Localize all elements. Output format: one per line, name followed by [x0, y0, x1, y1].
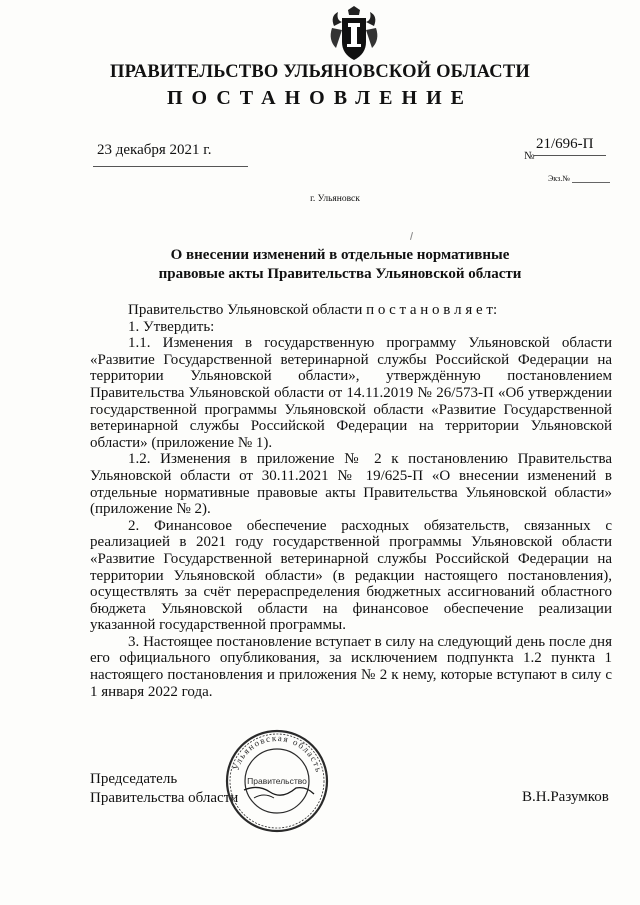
- subject-line-1: О внесении изменений в отдельные нормативные: [170, 247, 510, 263]
- body-item-2: 2. Финансовое обеспечение расходных обязательств, связанных с реализацией в 2021 году государственной программы Ульяновской области «Развитие Государственной ветеринарной службы Российской Федерации на территории Ульяновской области» (в редакции настоящего постановления), осуществлять за счёт перераспределения бюджетных ассигнований областного бюджета Ульяновской области на финансовое обеспечение реализации указанной государственной программы.: [90, 517, 612, 634]
- government-title: ПРАВИТЕЛЬСТВО УЛЬЯНОВСКОЙ ОБЛАСТИ: [110, 62, 530, 82]
- body-item-1-2: 1.2. Изменения в приложение № 2 к постановлению Правительства Ульяновской области от 30.11.2021 № 19/625-П «О внесении изменений в отдельные нормативные правовые акты Правительства Ульяновской области» (приложение № 2).: [90, 451, 612, 518]
- document-number: [524, 136, 614, 172]
- signatory-name: В.Н.Разумков: [522, 789, 609, 805]
- pen-mark: [410, 232, 413, 240]
- signatory-title-line-1: Председатель: [90, 771, 178, 787]
- number-sign: №: [524, 150, 535, 162]
- body-item-3: 3. Настоящее постановление вступает в силу на следующий день после дня его официального опубликования, за исключением подпункта 1.2 пункта 1 настоящего постановления и приложения № 2 к нему, которые вступают в силу с 1 января 2022 года.: [90, 633, 612, 700]
- copy-number-label: Экз.№: [548, 174, 570, 183]
- number-underline: [534, 155, 606, 156]
- subject-line-2: правовые акты Правительства Ульяновской области: [158, 266, 522, 282]
- body-item-1-1: 1.1. Изменения в государственную программу Ульяновской области «Развитие Государственной ветеринарной службы Российской Федерации на территории Ульяновской области», утверждённую постановлением Правительства Ульяновской области от 14.11.2019 № 26/573-П «Об утверждении государственной программы Ульяновской области «Развитие Государственной ветеринарной службы Российской Федерации на территории Ульяновской области» (приложение № 1).: [90, 335, 612, 451]
- document-body: [90, 302, 612, 700]
- date-underline: [93, 166, 248, 167]
- document-subject: [150, 246, 530, 284]
- body-intro: Правительство Ульяновской области п о с т а н о в л я е т:: [128, 302, 498, 318]
- svg-text:Ульяновская область: [231, 733, 325, 774]
- coat-of-arms-icon: [326, 6, 382, 62]
- document-type: ПОСТАНОВЛЕНИЕ: [167, 87, 473, 109]
- signatory-title-line-2: Правительства области: [90, 790, 239, 806]
- city: г. Ульяновск: [310, 194, 360, 204]
- document-date: 23 декабря 2021 г.: [97, 142, 212, 158]
- official-seal-icon: [224, 728, 330, 834]
- seal-outer-text: Ульяновская область: [230, 732, 325, 775]
- signatory-title: [90, 770, 238, 808]
- copy-number-underline: [572, 182, 610, 183]
- number-value: 21/696-П: [536, 136, 594, 152]
- body-item-1: 1. Утвердить:: [128, 318, 215, 335]
- seal-center-text: Правительство: [247, 776, 307, 786]
